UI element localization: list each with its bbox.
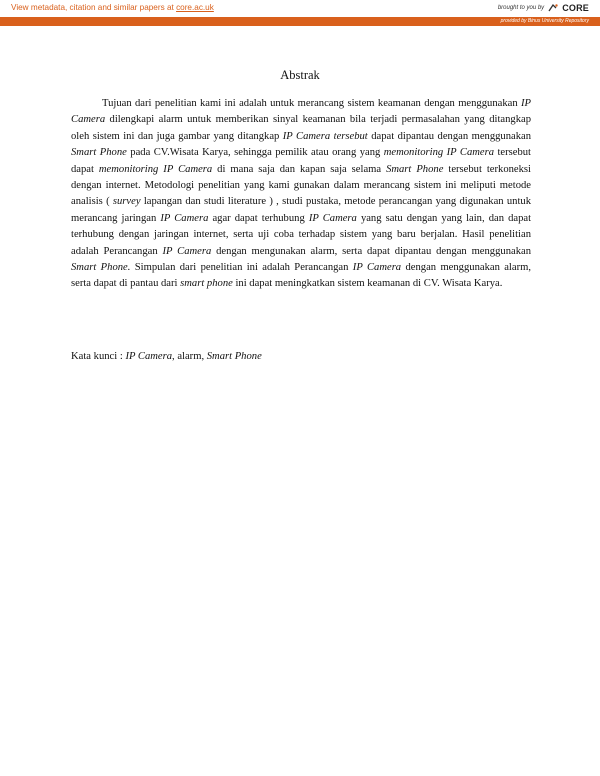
abstract-paragraph: [71, 96, 531, 293]
brought-to-you-by-label: brought to you by: [497, 5, 545, 11]
provided-by-bar: [0, 17, 600, 26]
italic-term: memonitoring IP Camera: [383, 147, 495, 159]
provided-by-text: provided by Binus University Repository: [500, 18, 589, 24]
text-segment: ini dapat meningkatkan sistem keamanan di CV. Wisata Karya.: [232, 278, 503, 290]
text-segment: , alarm,: [172, 351, 207, 362]
italic-term: Smart Phone: [71, 147, 127, 159]
text-segment: pada CV.Wisata Karya, sehingga pemilik atau orang yang: [126, 147, 384, 159]
italic-term: IP Camera: [125, 351, 173, 362]
italic-term: IP Camera: [160, 212, 209, 224]
italic-term: memonitoring IP Camera: [98, 163, 213, 175]
text-segment: dengan mengunakan alarm, serta dapat dipantau dengan menggunakan: [211, 245, 531, 257]
italic-term: smart phone: [180, 278, 233, 290]
italic-term: IP Camera: [71, 98, 531, 126]
text-segment: tersebut dapat: [71, 147, 531, 175]
italic-term: IP Camera: [352, 262, 402, 274]
text-segment: dilengkapi alarm untuk memberikan sinyal keamanan bila terjadi permasalahan yang ditangkap oleh sistem ini dan juga gambar yang ditangkap: [71, 114, 531, 142]
core-logo-icon: [547, 3, 559, 13]
core-metadata-link[interactable]: [11, 3, 214, 12]
text-segment: agar dapat terhubung: [208, 212, 309, 224]
italic-term: IP Camera: [162, 245, 212, 257]
text-segment: Tujuan dari penelitian kami ini adalah untuk merancang sistem keamanan dengan menggunakan: [102, 98, 521, 109]
core-logo-text: CORE: [562, 3, 589, 13]
italic-term: Smart Phone: [206, 351, 262, 362]
text-segment: yang satu dengan yang lain, dan dapat terhubung dengan jaringan internet, serta uji coba terhadap sistem yang baru berjalan. Hasil penelitian adalah Perancangan: [71, 212, 532, 257]
text-segment: Simpulan dari penelitian ini adalah Perancangan: [130, 262, 353, 274]
text-segment: di mana saja dan kapan saja selama: [212, 163, 387, 175]
italic-term: Smart Phone.: [71, 262, 131, 274]
text-segment: dapat dipantau dengan menggunakan: [367, 130, 532, 142]
italic-term: IP Camera tersebut: [282, 130, 368, 142]
core-ac-uk-link[interactable]: core.ac.uk: [176, 3, 214, 12]
core-banner: [0, 0, 600, 17]
italic-term: Smart Phone: [386, 163, 444, 175]
italic-term: survey: [112, 196, 141, 208]
text-segment: lapangan dan studi literature ) , studi pustaka, metode perancangan yang digunakan untuk merancang jaringan: [71, 196, 532, 224]
core-link-prefix: View metadata, citation and similar papers at: [11, 3, 177, 12]
document-title: Abstrak: [280, 68, 320, 82]
core-branding[interactable]: [498, 3, 589, 13]
keywords-body: [125, 351, 261, 362]
text-segment: dengan menggunakan alarm, serta dapat di pantau dari: [71, 262, 531, 290]
keywords-line: [71, 351, 262, 362]
text-segment: tersebut terkoneksi dengan internet. Metodologi penelitian yang kami gunakan dalam merancang sistem ini meliputi metode analisis (: [71, 163, 531, 208]
keywords-label: Kata kunci :: [71, 351, 126, 362]
abstract-body: [71, 98, 531, 289]
italic-term: IP Camera: [308, 212, 357, 224]
